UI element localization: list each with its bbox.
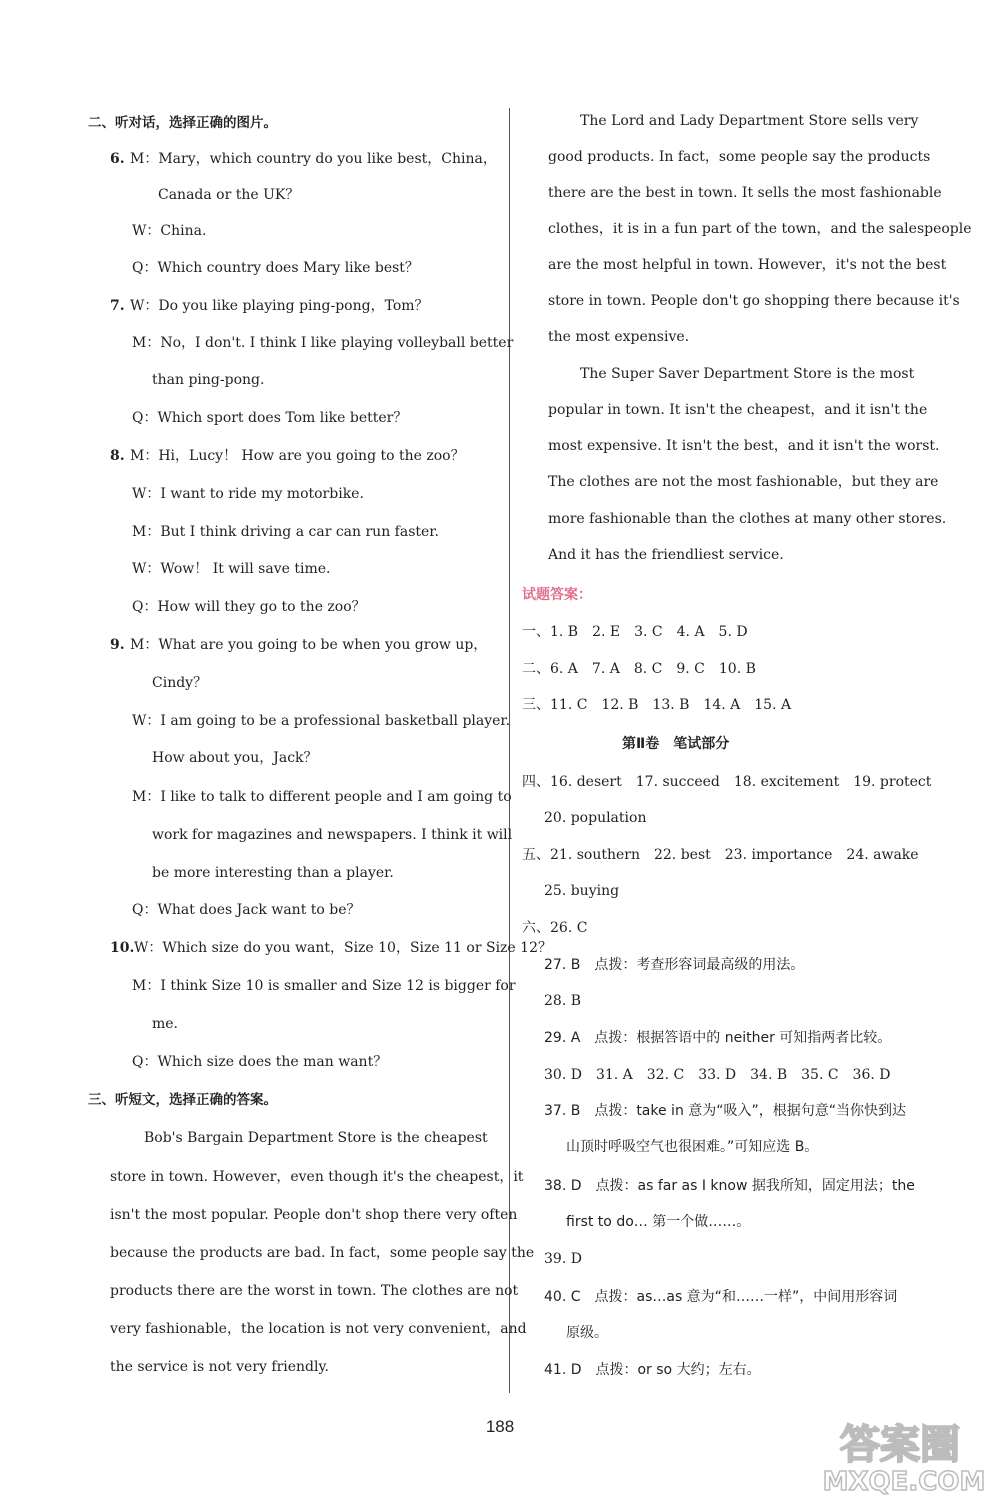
item-number: 10.	[110, 940, 135, 956]
passage-line: clothes，it is in a fun part of the town，and the salespeople	[548, 221, 972, 237]
item-number: 7.	[110, 298, 125, 314]
dialogue-line: M：But I think driving a car can run faster.	[132, 524, 439, 540]
answer-line: 37. B 点拨：take in 意为“吸入”，根据句意“当你快到达	[544, 1103, 907, 1119]
passage-line: products there are the worst in town. The clothes are not	[110, 1283, 519, 1299]
answer-line: 六、26. C	[522, 920, 588, 936]
item-number: 8.	[110, 448, 125, 464]
dialogue-line: W：Do you like playing ping-pong，Tom？	[130, 298, 429, 314]
dialogue-line: W：Which size do you want，Size 10，Size 11 or Size 12？	[134, 940, 552, 956]
dialogue-line: be more interesting than a player.	[152, 865, 394, 881]
column-divider	[509, 108, 510, 1393]
dialogue-line: Q：How will they go to the zoo？	[132, 599, 366, 615]
answers-heading: 试题答案：	[522, 587, 592, 603]
passage-line: are the most helpful in town. However，it's not the best	[548, 257, 947, 273]
dialogue-line: M：Mary，which country do you like best，China，	[130, 151, 497, 167]
dialogue-line: Q：Which sport does Tom like better？	[132, 410, 408, 426]
answer-line: 39. D	[544, 1251, 582, 1267]
passage-line: because the products are bad. In fact，some people say the	[110, 1245, 535, 1261]
dialogue-line: W：I am going to be a professional basketball player.	[132, 713, 511, 729]
dialogue-line: M：I think Size 10 is smaller and Size 12 is bigger for	[132, 978, 516, 994]
passage-line: more fashionable than the clothes at many other stores.	[548, 511, 947, 527]
passage-line: isn't the most popular. People don't shop there very often	[110, 1207, 518, 1223]
watermark-logo	[808, 1408, 1000, 1497]
dialogue-line: M：What are you going to be when you grow up，	[130, 637, 488, 653]
dialogue-line: me.	[152, 1016, 179, 1032]
dialogue-line: W：I want to ride my motorbike.	[132, 486, 364, 502]
page-number: 188	[485, 1417, 515, 1436]
dialogue-line: Canada or the UK？	[158, 187, 300, 203]
passage-line: store in town. People don't go shopping there because it's	[548, 293, 960, 309]
answer-line: 27. B 点拨：考查形容词最高级的用法。	[544, 957, 805, 973]
passage-line: good products. In fact，some people say the products	[548, 149, 931, 165]
dialogue-line: M：No，I don't. I think I like playing volleyball better	[132, 335, 514, 351]
answer-line: 五、21. southern 22. best 23. importance 24. awake	[522, 847, 919, 863]
passage-line: the service is not very friendly.	[110, 1359, 329, 1375]
answer-line: 20. population	[544, 810, 647, 826]
answer-line: 25. buying	[544, 883, 620, 899]
answer-line: 四、16. desert 17. succeed 18. excitement 19. protect	[522, 774, 932, 790]
passage-line: very fashionable，the location is not very convenient，and	[110, 1321, 527, 1337]
passage-line: Bob's Bargain Department Store is the cheapest	[144, 1130, 488, 1146]
answer-line: first to do… 第一个做……。	[566, 1214, 751, 1230]
passage-line: there are the best in town. It sells the most fashionable	[548, 185, 942, 201]
section-2-title: 二、听对话，选择正确的图片。	[88, 115, 277, 131]
watermark-bottom-text: MXQE.COM	[822, 1467, 986, 1497]
answer-line: 二、6. A 7. A 8. C 9. C 10. B	[522, 661, 756, 677]
dialogue-line: work for magazines and newspapers. I think it will	[152, 827, 513, 843]
answer-line: 30. D 31. A 32. C 33. D 34. B 35. C 36. D	[544, 1067, 891, 1083]
section-3-title: 三、听短文，选择正确的答案。	[88, 1092, 277, 1108]
dialogue-line: W：China.	[132, 223, 207, 239]
dialogue-line: M：Hi，Lucy！ How are you going to the zoo？	[130, 448, 465, 464]
passage-line: popular in town. It isn't the cheapest，and it isn't the	[548, 402, 928, 418]
passage-line: store in town. However，even though it's the cheapest，it	[110, 1169, 524, 1185]
answer-line: 41. D 点拨：or so 大约；左右。	[544, 1362, 761, 1378]
answer-line: 29. A 点拨：根据答语中的 neither 可知指两者比较。	[544, 1030, 892, 1046]
item-number: 9.	[110, 637, 125, 653]
passage-line: most expensive. It isn't the best，and it isn't the worst.	[548, 438, 940, 454]
dialogue-line: Q：Which country does Mary like best？	[132, 260, 419, 276]
dialogue-line: Q：Which size does the man want？	[132, 1054, 388, 1070]
passage-line: The Super Saver Department Store is the most	[580, 366, 915, 382]
passage-line: the most expensive.	[548, 329, 690, 345]
answer-line: 山顶时呼吸空气也很困难。”可知应选 B。	[566, 1139, 819, 1155]
dialogue-line: How about you，Jack？	[152, 750, 318, 766]
answer-line: 三、11. C 12. B 13. B 14. A 15. A	[522, 697, 792, 713]
item-number: 6.	[110, 151, 125, 167]
part-2-heading: 第Ⅱ卷 笔试部分	[622, 736, 730, 752]
passage-line: The clothes are not the most fashionable，but they are	[548, 474, 939, 490]
dialogue-line: W：Wow！ It will save time.	[132, 561, 331, 577]
answer-line: 38. D 点拨：as far as I know 据我所知，固定用法；the	[544, 1178, 915, 1194]
dialogue-line: M：I like to talk to different people and I am going to	[132, 789, 512, 805]
passage-line: And it has the friendliest service.	[548, 547, 784, 563]
dialogue-line: Q：What does Jack want to be？	[132, 902, 361, 918]
answer-line: 28. B	[544, 993, 582, 1009]
answer-line: 一、1. B 2. E 3. C 4. A 5. D	[522, 624, 748, 640]
passage-line: The Lord and Lady Department Store sells very	[580, 113, 919, 129]
dialogue-line: than ping-pong.	[152, 372, 265, 388]
watermark-top-text: 答案圈	[840, 1422, 960, 1468]
answer-line: 原级。	[566, 1325, 608, 1341]
answer-line: 40. C 点拨：as…as 意为“和……一样”，中间用形容词	[544, 1289, 898, 1305]
dialogue-line: Cindy？	[152, 675, 208, 691]
